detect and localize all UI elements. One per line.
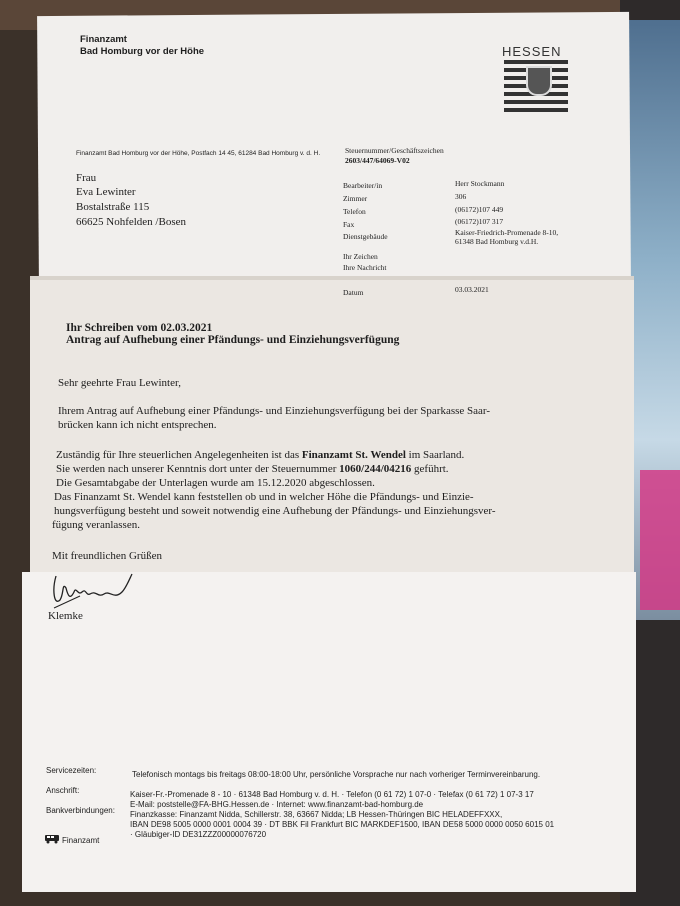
footer-bank-label: Bankverbindungen: <box>46 806 115 815</box>
para2-line-2-post: geführt. <box>411 463 449 475</box>
ihre-nachricht-label: Ihre Nachricht <box>343 263 387 272</box>
recipient-salutation: Frau <box>76 172 97 184</box>
footer-address-label: Anschrift: <box>46 786 80 795</box>
meta-label-zimmer: Zimmer <box>343 194 368 203</box>
footer-bank-line-2: IBAN DE98 5005 0000 0001 0004 39 · DT BBK Fil Frankfurt BIC MARKDEF1500, IBAN DE58 5000 0000 0050 6015 01 <box>130 820 555 829</box>
para2-line-2-bold: 1060/244/04216 <box>339 463 412 475</box>
meta-label-dienstgebaeude: Dienstgebäude <box>343 232 388 241</box>
para2-line-1-bold: Finanzamt St. Wendel <box>301 449 406 461</box>
meta-value-dienstgebaeude-2: 61348 Bad Homburg v.d.H. <box>455 237 539 246</box>
date-label: Datum <box>343 288 364 297</box>
meta-value-zimmer: 306 <box>455 192 467 201</box>
meta-value-fax: (06172)107 317 <box>455 217 504 226</box>
date-value: 03.03.2021 <box>455 285 489 294</box>
closing: Mit freundlichen Grüßen <box>52 550 162 562</box>
recipient-name: Eva Lewinter <box>76 186 136 198</box>
reference-label: Steuernummer/Geschäftszeichen <box>345 146 444 155</box>
bus-icon <box>44 834 60 844</box>
subject-line-1: Ihr Schreiben vom 02.03.2021 <box>66 322 213 334</box>
sender-line-1: Finanzamt <box>80 34 127 45</box>
para2-line-2 <box>56 463 449 477</box>
para1-line-2: brücken kann ich nicht entsprechen. <box>58 419 217 431</box>
sender-line-2: Bad Homburg vor der Höhe <box>80 46 205 57</box>
para2-line-3: Die Gesamtabgabe der Unterlagen wurde am 15.12.2020 abgeschlossen. <box>56 477 375 489</box>
footer-bank-line-3: · Gläubiger-ID DE31ZZZ00000076720 <box>130 830 267 839</box>
footer-service-label: Servicezeiten: <box>46 766 97 775</box>
letter-paper-bottom <box>22 572 636 892</box>
meta-label-telefon: Telefon <box>343 207 366 216</box>
para2-line-4: Das Finanzamt St. Wendel kann feststellen ob und in welcher Höhe die Pfändungs- und Einzie- <box>54 491 474 503</box>
meta-value-dienstgebaeude: Kaiser-Friedrich-Promenade 8-10, <box>455 228 559 237</box>
signer-name: Klemke <box>48 610 83 622</box>
meta-value-telefon: (06172)107 449 <box>455 205 504 214</box>
footer-email-line: E-Mail: poststelle@FA-BHG.Hessen.de · Internet: www.finanzamt-bad-homburg.de <box>130 800 424 809</box>
paper-fold <box>30 276 634 280</box>
para2-line-1-pre: Zuständig für Ihre steuerlichen Angelegenheiten ist das <box>56 449 302 461</box>
recipient-city: 66625 Nohfelden /Bosen <box>76 216 186 228</box>
return-address: Finanzamt Bad Homburg vor der Höhe, Postfach 14 45, 61284 Bad Homburg v. d. H. <box>76 150 321 157</box>
footer-address-value: Kaiser-Fr.-Promenade 8 - 10 · 61348 Bad Homburg v. d. H. · Telefon (0 61 72) 1 07-0 · Telefax (0 61 72) 1 07-3 17 <box>130 790 534 799</box>
meta-value-bearbeiter: Herr Stockmann <box>455 179 505 188</box>
ihr-zeichen-label: Ihr Zeichen <box>343 252 378 261</box>
para2-line-5: hungsverfügung besteht und soweit notwendig eine Aufhebung der Pfändungs- und Einziehungsver- <box>54 505 496 517</box>
background-pink-object <box>640 470 680 610</box>
footer-service-value: Telefonisch montags bis freitags 08:00-18:00 Uhr, persönliche Vorsprache nur nach vorheriger Terminvereinbarung. <box>132 770 541 779</box>
footer-bus-label: Finanzamt <box>62 836 100 845</box>
para1-line-1: Ihrem Antrag auf Aufhebung einer Pfändungs- und Einziehungsverfügung bei der Sparkasse Saar- <box>58 405 491 417</box>
meta-label-fax: Fax <box>343 220 355 229</box>
hessen-logo-text: HESSEN <box>502 44 562 59</box>
recipient-street: Bostalstraße 115 <box>76 201 150 213</box>
para2-line-1 <box>56 449 464 463</box>
subject-line-2: Antrag auf Aufhebung einer Pfändungs- und Einziehungsverfügung <box>66 334 400 346</box>
hessen-crest-icon <box>504 60 568 122</box>
footer-bank-line-1: Finanzkasse: Finanzamt Nidda, Schillerstr. 38, 63667 Nidda; LB Hessen-Thüringen BIC HELADEFFXXX, <box>130 810 503 819</box>
meta-label-bearbeiter: Bearbeiter/in <box>343 181 383 190</box>
para2-line-1-post: im Saarland. <box>405 449 465 461</box>
para2-line-6: fügung veranlassen. <box>52 519 140 531</box>
signature <box>50 570 140 614</box>
para2-line-2-pre: Sie werden nach unserer Kenntnis dort unter der Steuernummer <box>56 463 340 475</box>
reference-value: 2603/447/64069-V02 <box>345 156 410 165</box>
greeting: Sehr geehrte Frau Lewinter, <box>58 377 181 389</box>
